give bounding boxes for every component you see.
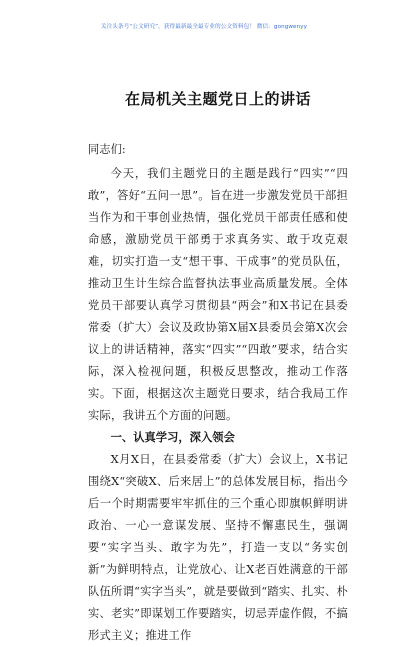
body-paragraph: 今天，我们主题党日的主题是践行“四实”“四敢”，答好“五问一思”。旨在进一步激发党员干部担当作为和干事创业热情，强化党员干部责任感和使命感，激励党员干部勇于求真务实、敢于攻克艰难，切实打造一支“想干事、干成事”的党员队伍，推动卫生计生综合监督执法事业高质量发展。全体党员干部要认真学习贯彻县“两会”和X书记在县委常委（扩大）会议及政协第X届X县委员会第X次会议上的讲话精神，落实“四实”“四敢”要求，结合实际，深入检视问题，积极反思整改，推动工作落实。下面，根据这次主题党日要求，结合我局工作实际，我讲五个方面的问题。 bbox=[88, 167, 348, 422]
document-title: 在局机关主题党日上的讲话 bbox=[124, 90, 311, 108]
body-paragraph: X月X日，在县委常委（扩大）会议上，X书记围绕X“突破X、后来居上”的总体发展目标，指出今后一个时期需要牢牢抓住的三个重心即旗帜鲜明讲政治、一心一意谋发展、坚持不懈惠民生，强调要“实字当头、敢字为先”，打造一支以“务实创新”为鲜明特点，让党放心、让X老百姓满意的干部队伍所谓“实字当头”，就是要做到“踏实、扎实、朴实、老实”即谋划工作要踏实，切忌弄虚作假，不搞形式主义；推进工作 bbox=[88, 453, 348, 642]
section-heading: 一、认真学习，深入领会 bbox=[110, 431, 235, 444]
document-page bbox=[88, 88, 348, 647]
promo-banner: 关注头条号“公文研究”，获得最新最全最专业的公文资料包！ 微信：gongwenyy bbox=[100, 24, 308, 30]
salutation: 同志们: bbox=[88, 143, 126, 156]
